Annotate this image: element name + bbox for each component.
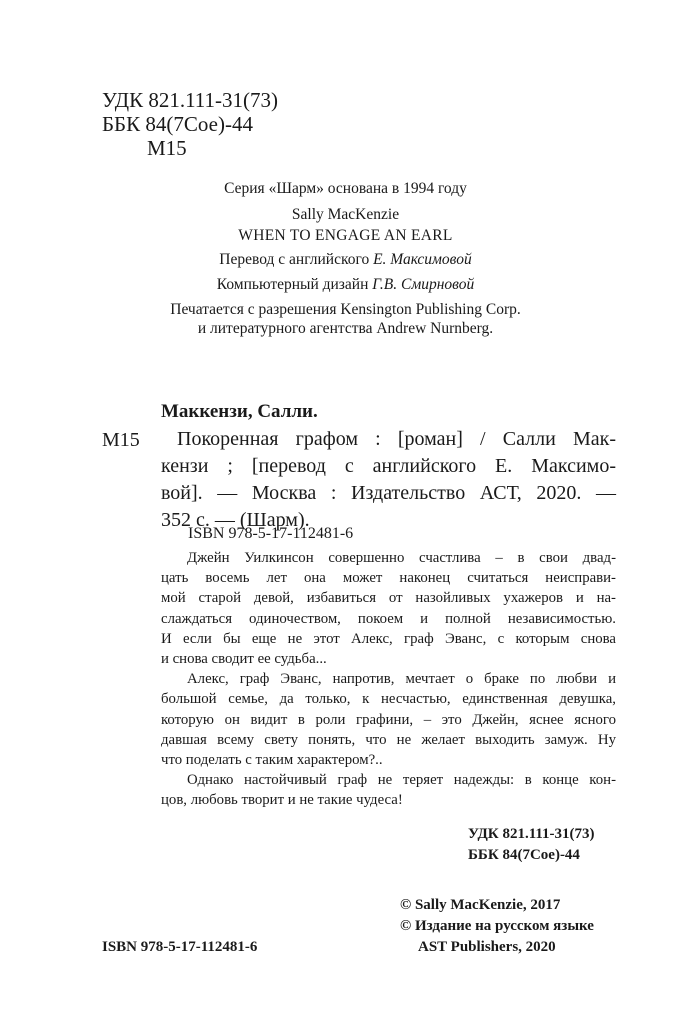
bbk-code-top: ББК 84(7Сое)-44 [102,112,253,136]
annotation-line: Алекс, граф Эванс, напротив, мечтает о браке по любви и [187,671,616,688]
record-isbn: ISBN 978-5-17-112481-6 [188,525,354,542]
original-author: Sally MacKenzie [291,206,400,223]
translator-name: Е. Максимовой [373,251,472,268]
author-mark-top: М15 [147,136,187,160]
record-author: Маккензи, Салли. [161,401,318,422]
record-line: Покоренная графом : [роман] / Салли Мак- [177,428,616,450]
copyright-line-1: © Sally MacKenzie, 2017 [400,897,561,913]
annotation-line: большой семье, да только, к несчастью, единственная девушка, [161,691,616,708]
record-mark: М15 [102,429,140,451]
annotation-line: Джейн Уилкинсон совершенно счастлива – в свои двад- [187,550,616,566]
annotation-line: и снова сводит ее судьба... [161,651,327,668]
design-label: Компьютерный дизайн [216,276,369,293]
record-line: вой]. — Москва : Издательство АСТ, 2020. — [161,482,616,504]
annotation-line: которую он видит в роли графини, – это Джейн, яснее ясного [161,711,616,728]
record-line: 352 с. — (Шарм). [161,509,310,531]
annotation-line: цов, любовь творит и не такие чудеса! [161,792,403,809]
record-line: кензи ; [перевод с английского Е. Максимо- [161,455,616,477]
isbn-bottom: ISBN 978-5-17-112481-6 [102,939,258,955]
annotation-line: что поделать с таким характером?.. [161,752,383,769]
annotation-line: цать восемь лет она может наконец считаться неисправи- [161,570,616,587]
annotation-line: давшая всему свету понять, что не желает выходить замуж. Ну [161,731,616,748]
record-body [161,426,616,534]
permission-line-1: Печатается с разрешения Kensington Publishing Corp. [170,301,521,318]
annotation-line: Однако настойчивый граф не теряет надежды: в конце кон- [187,772,616,789]
copyright-line-3: AST Publishers, 2020 [418,939,556,955]
udk-code-top: УДК 821.111-31(73) [102,88,278,112]
permission-line-2: и литературного агентства Andrew Nurnberg. [197,320,494,337]
annotation-line: слаждаться одиночеством, покоем и полной независимостью. [161,610,616,627]
translation-line [0,251,691,269]
udk-code-bottom: УДК 821.111-31(73) [468,826,595,842]
translation-label: Перевод с английского [219,251,370,268]
designer-name: Г.В. Смирновой [372,276,475,293]
series-line: Серия «Шарм» основана в 1994 году [224,180,467,197]
annotation-line: мой старой девой, избавиться от назойливых ухажеров и на- [161,590,616,607]
annotation-line: И если бы еще не этот Алекс, граф Эванс, с которым снова [161,630,616,647]
copyright-line-2: © Издание на русском языке [400,918,594,934]
design-line [0,276,691,294]
bbk-code-bottom: ББК 84(7Сое)-44 [468,847,580,863]
original-title: WHEN TO ENGAGE AN EARL [238,227,453,244]
annotation [161,548,616,811]
